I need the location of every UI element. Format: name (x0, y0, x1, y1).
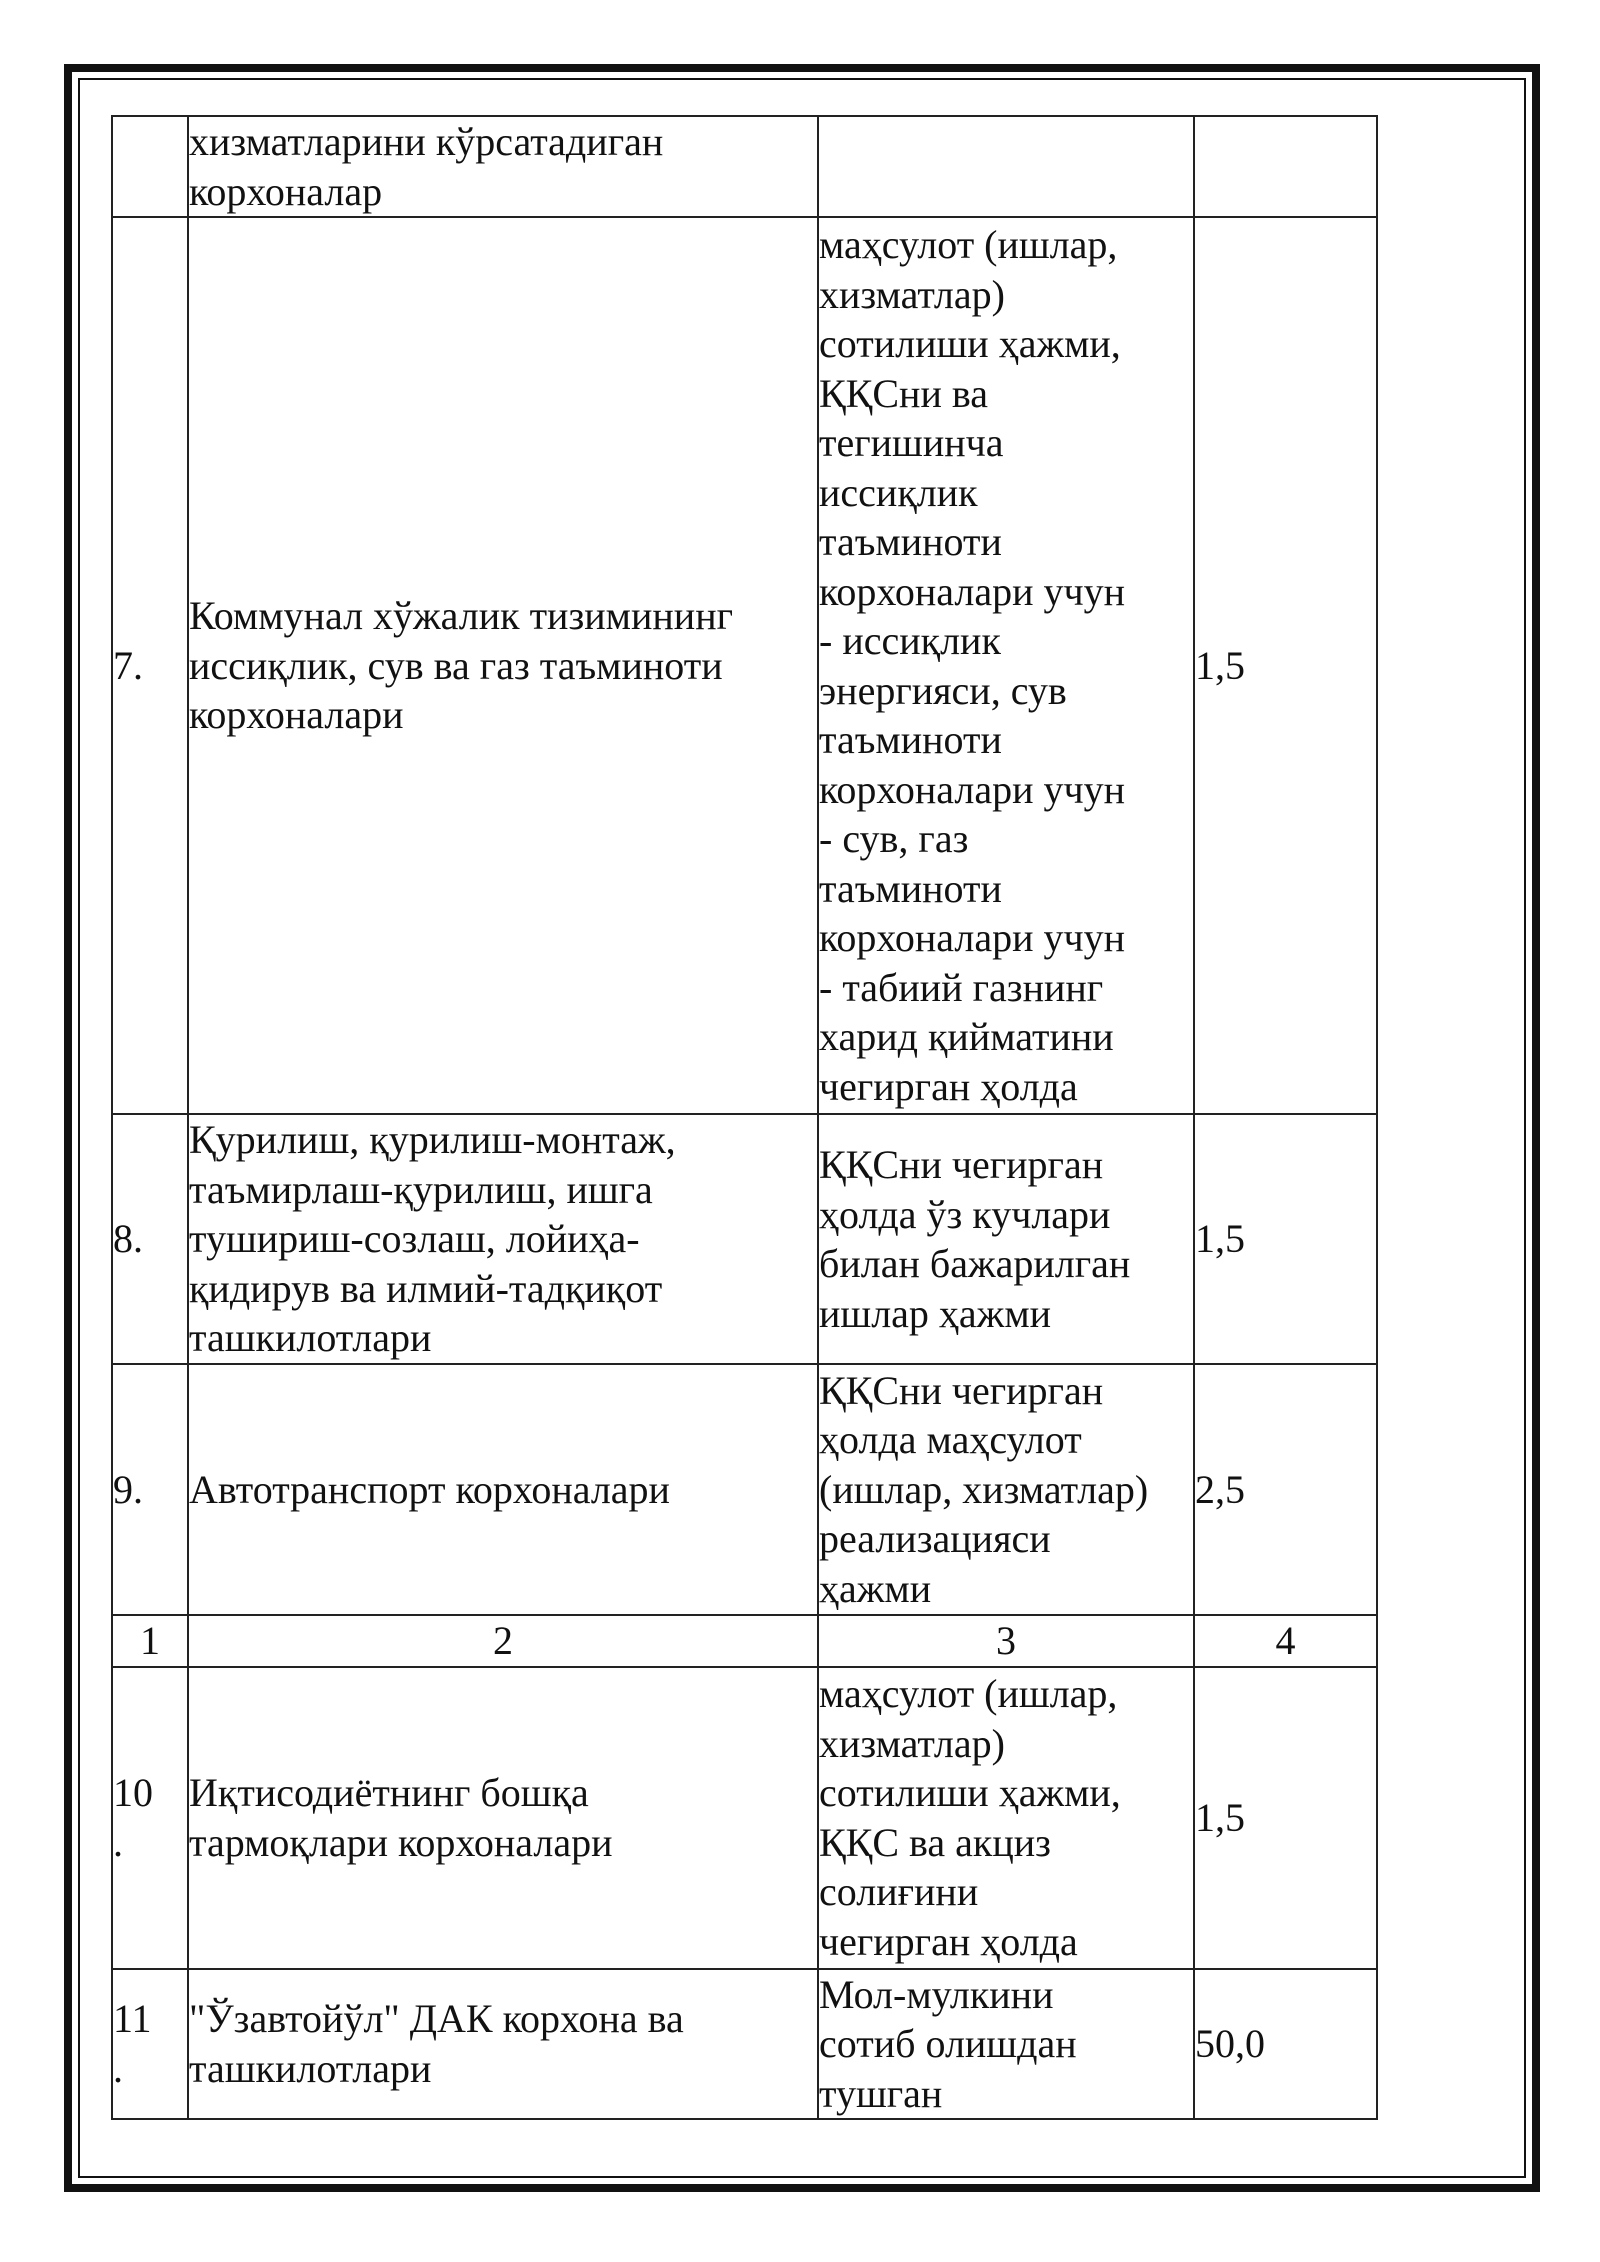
column-number-row (112, 1615, 1377, 1667)
column-number-cell: 2 (188, 1615, 818, 1667)
rate-cell: 1,5 (1194, 1114, 1377, 1364)
rate-cell: 50,0 (1194, 1969, 1377, 2120)
rate-cell (1194, 116, 1377, 217)
enterprise-type-cell: Коммунал хўжалик тизимининг иссиқлик, сув ва газ таъминоти корхоналари (188, 217, 818, 1114)
rate-cell: 2,5 (1194, 1364, 1377, 1615)
enterprise-type-cell: "Ўзавтойўл" ДАК корхона ва ташкилотлари (188, 1969, 818, 2120)
enterprise-type-cell: Қурилиш, қурилиш-монтаж, таъмирлаш-қурилиш, ишга тушириш-созлаш, лойиҳа- қидирув ва илмий-тадқиқот ташкилотлари (188, 1114, 818, 1364)
enterprise-type-cell: Иқтисодиётнинг бошқа тармоқлари корхоналари (188, 1667, 818, 1969)
column-number-cell: 1 (112, 1615, 188, 1667)
table-row (112, 1969, 1377, 2120)
tax-rate-table (111, 115, 1378, 2120)
table-row (112, 116, 1377, 217)
column-number-cell: 3 (818, 1615, 1194, 1667)
tax-base-cell: маҳсулот (ишлар, хизматлар) сотилиши ҳажми, ҚҚСни ва тегишинча иссиқлик таъминоти корхоналари учун - иссиқлик энергияси, сув таъминоти корхоналари учун - сув, газ таъминоти корхоналари учун - табиий газнинг харид қийматини чегирган ҳолда (818, 217, 1194, 1114)
table-row (112, 1667, 1377, 1969)
tax-base-cell: ҚҚСни чегирган ҳолда маҳсулот (ишлар, хизматлар) реализацияси ҳажми (818, 1364, 1194, 1615)
enterprise-type-cell: хизматларини кўрсатадиган корхоналар (188, 116, 818, 217)
rate-cell: 1,5 (1194, 217, 1377, 1114)
tax-base-cell: Мол-мулкини сотиб олишдан тушган (818, 1969, 1194, 2120)
row-number-cell: 7. (112, 217, 188, 1114)
enterprise-type-cell: Автотранспорт корхоналари (188, 1364, 818, 1615)
rate-cell: 1,5 (1194, 1667, 1377, 1969)
column-number-cell: 4 (1194, 1615, 1377, 1667)
row-number-cell: 10 . (112, 1667, 188, 1969)
table-row (112, 217, 1377, 1114)
row-number-cell: 11 . (112, 1969, 188, 2120)
table-row (112, 1364, 1377, 1615)
table-row (112, 1114, 1377, 1364)
tax-base-cell: маҳсулот (ишлар, хизматлар) сотилиши ҳажми, ҚҚС ва акциз солиғини чегирган ҳолда (818, 1667, 1194, 1969)
row-number-cell (112, 116, 188, 217)
row-number-cell: 9. (112, 1364, 188, 1615)
row-number-cell: 8. (112, 1114, 188, 1364)
tax-base-cell (818, 116, 1194, 217)
tax-base-cell: ҚҚСни чегирган ҳолда ўз кучлари билан бажарилган ишлар ҳажми (818, 1114, 1194, 1364)
